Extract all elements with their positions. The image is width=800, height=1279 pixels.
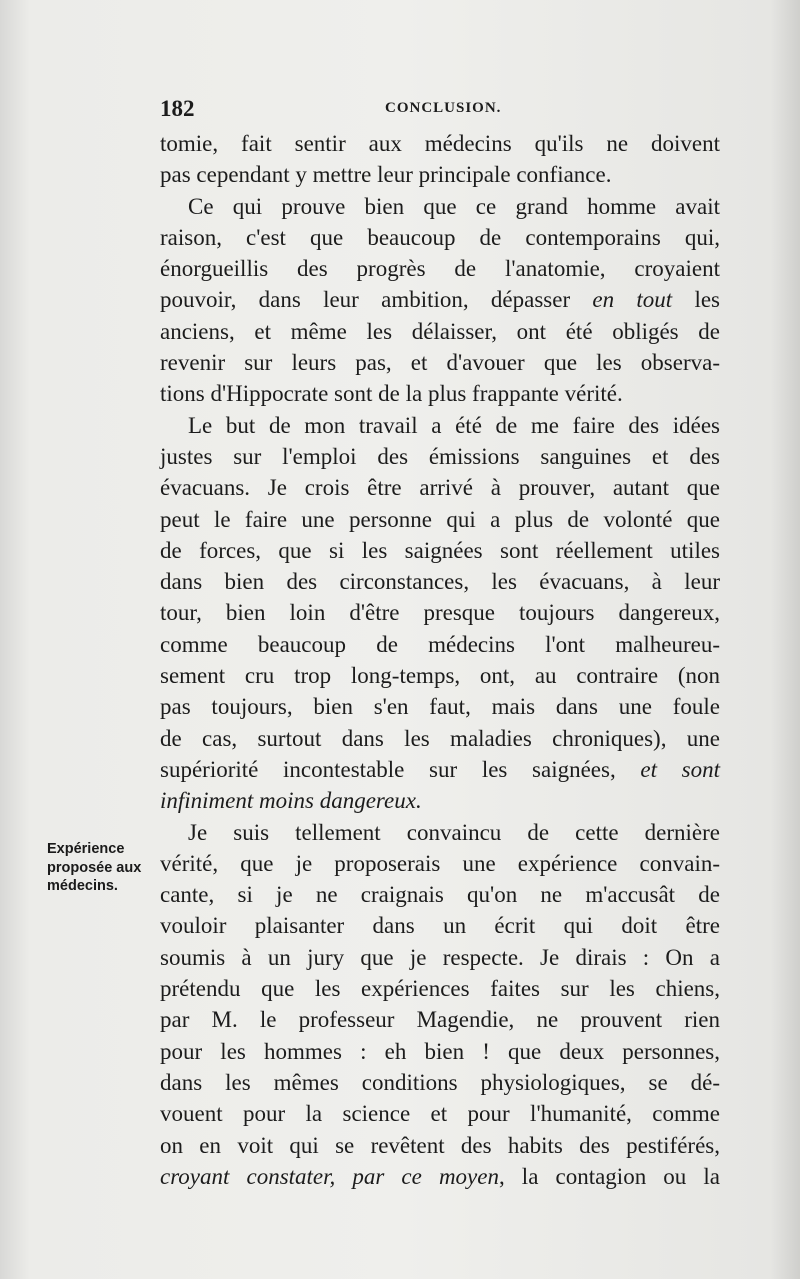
text-line: peut le faire une personne qui a plus de volonté que <box>160 506 720 532</box>
text-segment: pouvoir, dans leur ambition, dépasser <box>160 287 571 313</box>
text-line: dans les mêmes conditions physiologiques, se dé- <box>160 1069 720 1095</box>
text-line: raison, c'est que beaucoup de contemporains qui, <box>160 224 720 250</box>
italic-text: en tout <box>592 287 673 313</box>
margin-note <box>47 840 157 896</box>
text-line <box>160 1161 720 1192</box>
text-line: pour les hommes : eh bien ! que deux personnes, <box>160 1038 720 1064</box>
italic-text: croyant constater, par ce moyen <box>160 1163 499 1189</box>
running-head: CONCLUSION. <box>385 100 502 116</box>
text-line: soumis à un jury que je respecte. Je dirais : On a <box>160 944 720 970</box>
text-line: pas cependant y mettre leur principale confiance. <box>160 162 612 188</box>
italic-text: infiniment moins dangereux. <box>160 788 422 814</box>
page-number: 182 <box>160 96 195 121</box>
text-line <box>160 754 720 785</box>
text-line: Ce qui prouve bien que ce grand homme avait <box>188 193 720 219</box>
text-segment: supériorité incontestable sur les saignées, <box>160 756 616 782</box>
text-segment: les <box>694 287 720 313</box>
margin-note-line: médecins. <box>47 878 118 894</box>
text-line: pas toujours, bien s'en faut, mais dans une foule <box>160 694 720 720</box>
text-line: prétendu que les expériences faites sur les chiens, <box>160 976 720 1002</box>
text-line: sement cru trop long-temps, ont, au contraire (non <box>160 663 720 689</box>
text-line: on en voit qui se revêtent des habits des pestiférés, <box>160 1132 720 1158</box>
italic-text: et sont <box>640 756 720 782</box>
text-line: vouloir plaisanter dans un écrit qui doit être <box>160 913 720 939</box>
page-header <box>160 96 720 126</box>
text-line: de cas, surtout dans les maladies chroniques), une <box>160 725 720 751</box>
margin-note-line: Expérience <box>47 841 125 857</box>
text-line: justes sur l'emploi des émissions sanguines et des <box>160 443 720 469</box>
text-line: revenir sur leurs pas, et d'avouer que les observa- <box>160 350 720 376</box>
text-line: par M. le professeur Magendie, ne prouvent rien <box>160 1007 720 1033</box>
text-line <box>160 284 720 315</box>
text-line: anciens, et même les délaisser, ont été obligés de <box>160 318 720 344</box>
text-line: Je suis tellement convaincu de cette dernière <box>188 819 720 845</box>
text-line: Le but de mon travail a été de me faire des idées <box>188 412 720 438</box>
text-line: vouent pour la science et pour l'humanité, comme <box>160 1101 720 1127</box>
margin-note-line: proposée aux <box>47 859 142 876</box>
text-line: énorgueillis des progrès de l'anatomie, croyaient <box>160 256 720 282</box>
text-line: dans bien des circonstances, les évacuans, à leur <box>160 569 720 595</box>
text-line: tomie, fait sentir aux médecins qu'ils ne doivent <box>160 131 720 156</box>
text-line: tour, bien loin d'être presque toujours dangereux, <box>160 600 720 626</box>
body-text <box>160 128 720 1192</box>
text-line: vérité, que je proposerais une expérience convain- <box>160 850 720 876</box>
text-line: évacuans. Je crois être arrivé à prouver, autant que <box>160 475 720 501</box>
text-line <box>160 785 720 816</box>
text-line: comme beaucoup de médecins l'ont malheureu- <box>160 631 720 657</box>
text-line: cante, si je ne craignais qu'on ne m'accusât de <box>160 882 720 908</box>
text-line: de forces, que si les saignées sont réellement utiles <box>160 537 720 563</box>
text-segment: , la contagion ou la <box>498 1163 720 1189</box>
text-line: tions d'Hippocrate sont de la plus frappante vérité. <box>160 381 623 407</box>
